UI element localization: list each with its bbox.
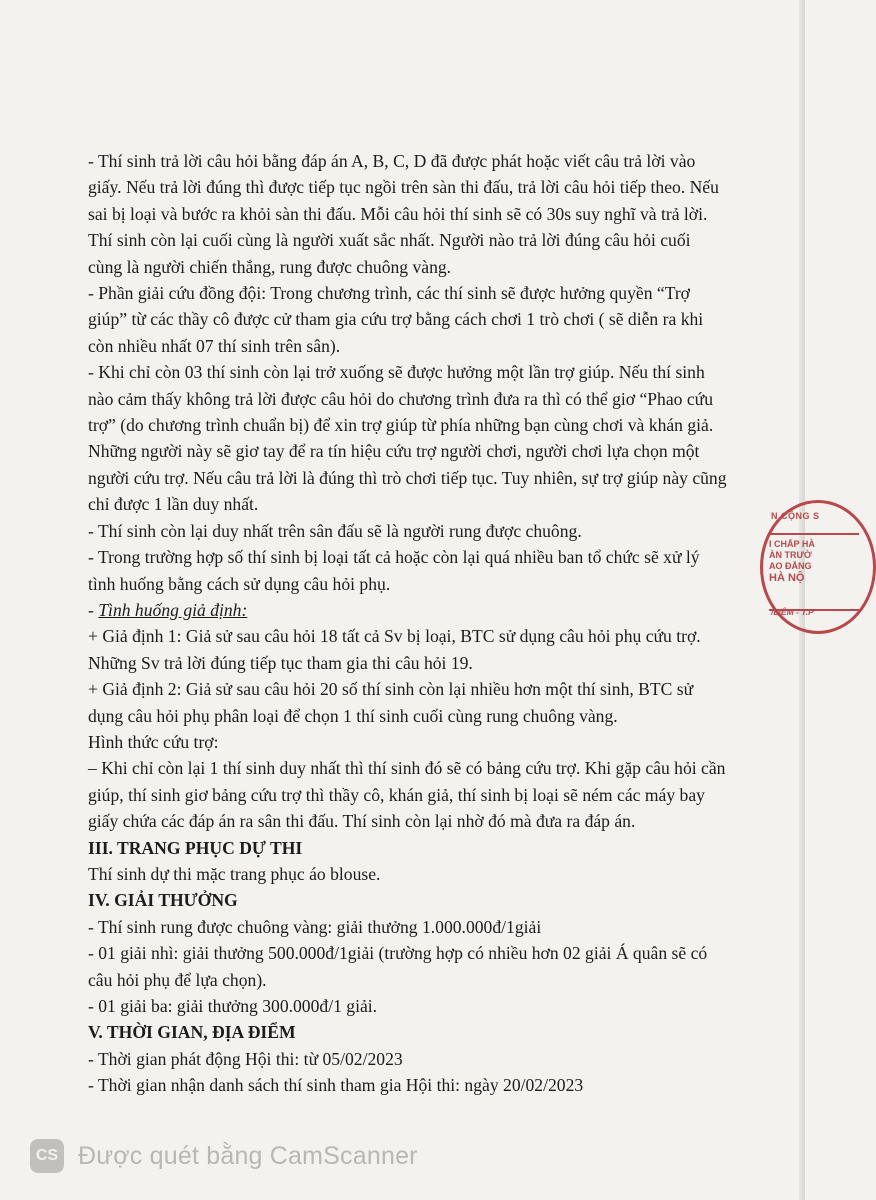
paragraph-last-contestant: - Thí sinh còn lại duy nhất trên sân đấu sẽ là người rung được chuông. xyxy=(88,520,582,541)
section-5-heading: V. THỜI GIAN, ĐỊA ĐIỂM xyxy=(88,1022,296,1043)
stamp-inner xyxy=(769,533,859,611)
time-registration: - Thời gian nhận danh sách thí sinh tham gia Hội thi: ngày 20/02/2023 xyxy=(88,1075,584,1096)
prize-1: - Thí sinh rung được chuông vàng: giải thưởng 1.000.000đ/1giải xyxy=(88,916,542,937)
prize-3: - 01 giải ba: giải thưởng 300.000đ/1 giải. xyxy=(88,996,378,1016)
section-3-heading: III. TRANG PHỤC DỰ THI xyxy=(88,837,303,858)
stamp-line: HÀ NỘ xyxy=(769,572,805,584)
camscanner-logo-icon: CS xyxy=(30,1139,64,1173)
paragraph-answer-rules: - Thí sinh trả lời câu hỏi bằng đáp án A, B, C, D đã được phát hoặc viết câu trả lời vào giấy. Nếu trả lời đúng thì được tiếp tục ngồi trên sàn thi đấu, trả lời câu hỏi tiếp theo. Nếu sai bị loại và bước ra khỏi sàn thi đấu. Mỗi câu hỏi thí sinh sẽ có 30s suy nghĩ và trả lời. Thí sinh còn lại cuối cùng là người xuất sắc nhất. Người nào trả lời đúng câu hỏi cuối cùng là người chiến thắng, rung được chuông vàng. xyxy=(88,151,719,277)
rescue-form-label: Hình thức cứu trợ: xyxy=(88,731,219,752)
stamp-line: ÀN TRƯỜ xyxy=(769,550,812,560)
situation-1: + Giả định 1: Giả sử sau câu hỏi 18 tất cả Sv bị loại, BTC sử dụng câu hỏi phụ cứu trợ. Những Sv trả lời đúng tiếp tục tham gia thi câu hỏi 19. xyxy=(88,626,701,673)
camscanner-watermark xyxy=(30,1138,418,1174)
red-seal-stamp xyxy=(760,500,876,634)
time-launch: - Thời gian phát động Hội thi: từ 05/02/2023 xyxy=(88,1048,403,1069)
situation-2: + Giả định 2: Giả sử sau câu hỏi 20 số thí sinh còn lại nhiều hơn một thí sinh, BTC sử dụng câu hỏi phụ phân loại để chọn 1 thí sinh cuối cùng rung chuông vàng. xyxy=(88,679,694,726)
section-3-text: Thí sinh dự thi mặc trang phục áo blouse. xyxy=(88,863,381,884)
camscanner-text: Được quét bằng CamScanner xyxy=(78,1141,418,1170)
prize-2: - 01 giải nhì: giải thưởng 500.000đ/1giải (trường hợp có nhiều hơn 02 giải Á quân sẽ có câu hỏi phụ để lựa chọn). xyxy=(88,943,708,990)
rescue-form-text: – Khi chỉ còn lại 1 thí sinh duy nhất thì thí sinh đó sẽ có bảng cứu trợ. Khi gặp câu hỏi cần giúp, thí sinh giơ bảng cứu trợ thì thầy cô, khán giả, thí sinh bị loại sẽ ném các máy bay giấy chứa các đáp án ra sân thi đấu. Thí sinh còn lại nhờ đó mà đưa ra đáp án. xyxy=(88,758,726,832)
paragraph-extra-questions: - Trong trường hợp số thí sinh bị loại tất cả hoặc còn lại quá nhiều ban tổ chức sẽ xử lý tình huống bằng cách sử dụng câu hỏi phụ. xyxy=(88,547,700,594)
section-4-heading: IV. GIẢI THƯỞNG xyxy=(88,890,238,911)
stamp-ring-bottom: /LIÊM - T.P xyxy=(771,607,814,617)
stamp-ring-top: N CỘNG S xyxy=(771,511,820,521)
paragraph-rescue-buoy: - Khi chỉ còn 03 thí sinh còn lại trở xuống sẽ được hưởng một lần trợ giúp. Nếu thí sinh nào cảm thấy không trả lời được câu hỏi do chương trình đưa ra thì có thể giơ “Phao cứu trợ” (do chương trình chuẩn bị) để xin trợ giúp từ phía những bạn cùng chơi và khán giả. Những người này sẽ giơ tay để ra tín hiệu cứu trợ người chơi, người chơi lựa chọn một người cứu trợ. Nếu câu trả lời là đúng thì trò chơi tiếp tục. Tuy nhiên, sự trợ giúp này cũng chỉ được 1 lần duy nhất. xyxy=(88,362,727,515)
document-body xyxy=(88,148,728,1099)
paragraph-team-rescue: - Phần giải cứu đồng đội: Trong chương trình, các thí sinh sẽ được hưởng quyền “Trợ giúp” từ các thầy cô được cử tham gia cứu trợ bằng cách chơi 1 trò chơi ( sẽ diễn ra khi còn nhiều nhất 07 thí sinh trên sân). xyxy=(88,283,704,356)
situations-label: Tình huống giả định: xyxy=(98,599,248,620)
stamp-line: AO ĐẲNG xyxy=(769,561,812,571)
situations-heading: - Tình huống giả định: xyxy=(88,599,248,620)
stamp-line: I CHẤP HÀ xyxy=(769,539,815,549)
